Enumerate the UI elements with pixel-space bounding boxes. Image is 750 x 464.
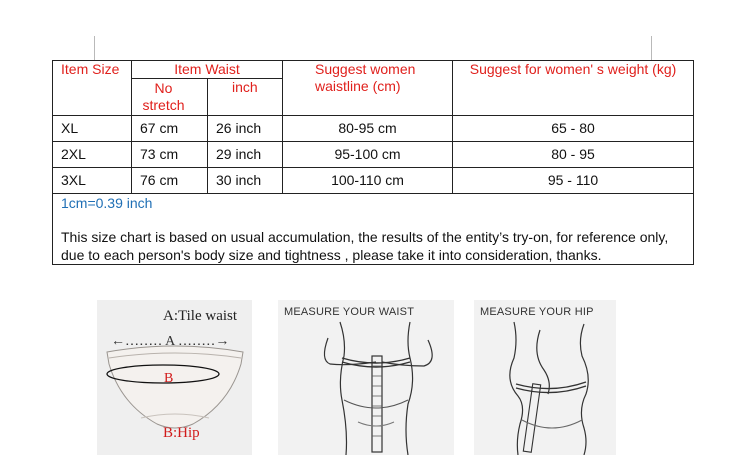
cell-waistline: 95-100 cm bbox=[283, 142, 453, 168]
header-no-stretch: No stretch bbox=[132, 79, 208, 116]
note-cell bbox=[53, 194, 694, 265]
hip-illustration bbox=[474, 300, 616, 455]
conversion-note: 1cm=0.39 inch bbox=[61, 195, 153, 211]
cell-size: 2XL bbox=[53, 142, 132, 168]
cell-inch: 26 inch bbox=[208, 116, 283, 142]
cell-weight: 65 - 80 bbox=[453, 116, 694, 142]
mark-b: B bbox=[164, 371, 174, 386]
measure-hip-caption: MEASURE YOUR HIP bbox=[480, 306, 594, 318]
measure-waist-caption: MEASURE YOUR WAIST bbox=[284, 306, 415, 318]
header-item-size: Item Size bbox=[53, 61, 132, 116]
cell-cm: 73 cm bbox=[132, 142, 208, 168]
size-chart-table bbox=[52, 60, 694, 265]
header-suggest-weight: Suggest for women' s weight (kg) bbox=[453, 61, 694, 116]
cell-weight: 80 - 95 bbox=[453, 142, 694, 168]
label-tile-waist: A:Tile waist bbox=[163, 308, 238, 324]
cell-size: XL bbox=[53, 116, 132, 142]
table-note-row bbox=[53, 194, 694, 265]
measure-hip-diagram bbox=[474, 300, 616, 455]
header-item-waist: Item Waist bbox=[132, 61, 283, 79]
cell-size: 3XL bbox=[53, 168, 132, 194]
table-row bbox=[53, 116, 694, 142]
header-tick-left bbox=[94, 36, 95, 60]
cell-cm: 76 cm bbox=[132, 168, 208, 194]
cell-inch: 29 inch bbox=[208, 142, 283, 168]
header-tick-right bbox=[651, 36, 652, 60]
cell-waistline: 100-110 cm bbox=[283, 168, 453, 194]
measure-waist-diagram bbox=[278, 300, 454, 455]
table-row bbox=[53, 142, 694, 168]
header-inch: inch bbox=[208, 79, 283, 116]
arrow-a-label: A bbox=[165, 334, 175, 349]
cell-cm: 67 cm bbox=[132, 116, 208, 142]
cell-weight: 95 - 110 bbox=[453, 168, 694, 194]
cell-inch: 30 inch bbox=[208, 168, 283, 194]
disclaimer-text: This size chart is based on usual accumulation, the results of the entity’s try-on, for reference only, due to each person's body size and tightness , please take it into consideration, thanks. bbox=[61, 229, 669, 263]
waist-illustration bbox=[278, 300, 454, 455]
table-row bbox=[53, 168, 694, 194]
cell-waistline: 80-95 cm bbox=[283, 116, 453, 142]
underwear-diagram bbox=[97, 300, 252, 455]
header-suggest-waistline: Suggest women waistline (cm) bbox=[283, 61, 453, 116]
label-hip: B:Hip bbox=[163, 425, 200, 441]
arrow-a: ←‥‥‥‥ A ‥‥‥‥→ bbox=[111, 334, 230, 349]
table-header-row bbox=[53, 61, 694, 79]
